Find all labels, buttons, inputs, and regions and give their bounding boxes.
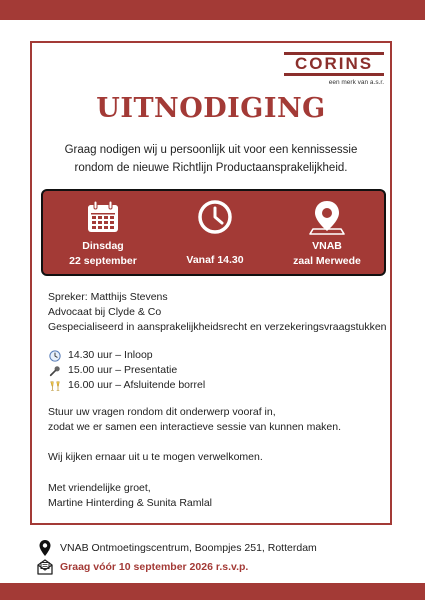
footer-address bbox=[36, 539, 396, 557]
schedule-item bbox=[48, 348, 205, 363]
event-date-value: 22 september bbox=[69, 255, 137, 267]
questions-text bbox=[48, 405, 341, 435]
clock-icon bbox=[197, 199, 233, 235]
location-pin-icon bbox=[309, 199, 345, 235]
logo-wordmark: CORINS bbox=[284, 52, 384, 76]
page-title: UITNODIGING bbox=[96, 93, 326, 124]
schedule-item bbox=[48, 378, 205, 393]
time-column bbox=[160, 191, 270, 274]
location-column bbox=[272, 191, 382, 274]
top-band bbox=[0, 0, 425, 20]
welcome-text: Wij kijken ernaar uit u te mogen verwelkomen. bbox=[48, 451, 263, 463]
event-day: Dinsdag bbox=[82, 240, 124, 252]
microphone-icon bbox=[48, 365, 62, 377]
speaker-role: Advocaat bij Clyde & Co bbox=[48, 306, 162, 318]
closing-signatories: Martine Hinterding & Sunita Ramlal bbox=[48, 497, 212, 509]
questions-line: Stuur uw vragen rondom dit onderwerp vooraf in, bbox=[48, 406, 276, 418]
calendar-icon bbox=[85, 199, 121, 235]
location-pin-icon bbox=[36, 539, 54, 557]
speaker-specialty: Gespecialiseerd in aansprakelijkheidsrecht en verzekeringsvraagstukken bbox=[48, 321, 387, 333]
schedule-item bbox=[48, 363, 205, 378]
event-details-panel bbox=[41, 189, 386, 276]
envelope-icon bbox=[36, 558, 54, 576]
logo-tagline: een merk van a.s.r. bbox=[328, 79, 384, 86]
bottom-band bbox=[0, 583, 425, 600]
date-column bbox=[48, 191, 158, 274]
schedule-text: 16.00 uur – Afsluitende borrel bbox=[68, 379, 206, 391]
schedule-list bbox=[48, 348, 205, 393]
location-name: VNAB bbox=[312, 240, 342, 252]
event-time: Vanaf 14.30 bbox=[186, 254, 244, 266]
location-room: zaal Merwede bbox=[293, 255, 361, 267]
event-location bbox=[272, 239, 382, 269]
rsvp-text: Graag vóór 10 september 2026 r.s.v.p. bbox=[60, 561, 249, 573]
event-date bbox=[48, 239, 158, 269]
intro-line: rondom de nieuwe Richtlijn Productaansprakelijkheid. bbox=[74, 162, 348, 174]
closing-greeting: Met vriendelijke groet, bbox=[48, 482, 151, 494]
schedule-text: 14.30 uur – Inloop bbox=[68, 349, 153, 361]
closing-block bbox=[48, 481, 212, 511]
champagne-icon bbox=[48, 380, 62, 392]
address-text: VNAB Ontmoetingscentrum, Boompjes 251, Rotterdam bbox=[60, 542, 317, 554]
footer-rsvp bbox=[36, 558, 396, 576]
speaker-name: Spreker: Matthijs Stevens bbox=[48, 291, 168, 303]
intro-text bbox=[36, 141, 386, 177]
questions-line: zodat we er samen een interactieve sessie van kunnen maken. bbox=[48, 421, 342, 433]
corins-logo bbox=[284, 52, 384, 92]
clock-icon bbox=[48, 350, 62, 362]
intro-line: Graag nodigen wij u persoonlijk uit voor een kennissessie bbox=[64, 144, 358, 156]
schedule-text: 15.00 uur – Presentatie bbox=[68, 364, 178, 376]
speaker-block bbox=[48, 290, 387, 335]
